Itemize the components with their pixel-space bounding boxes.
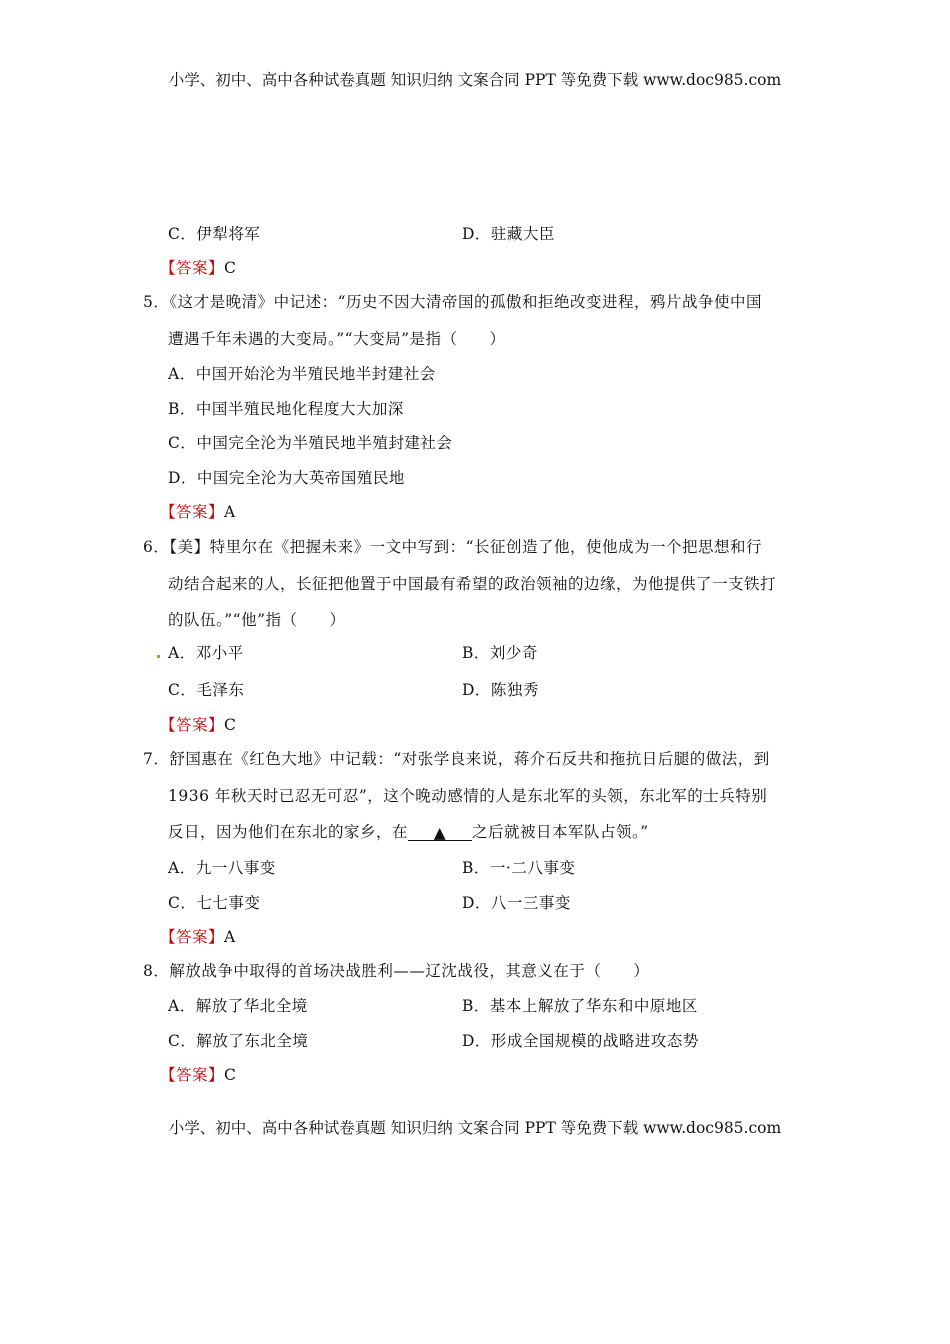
- q8-answer: [160, 1063, 236, 1085]
- q6-stem-line3: 的队伍。”“他”指（ ）: [168, 611, 346, 629]
- q5-option-c: C．中国完全沦为半殖民地半殖封建社会: [168, 434, 453, 452]
- answer-label: 【答案】: [160, 503, 225, 521]
- answer-value: A: [224, 928, 236, 946]
- page-footer: 小学、初中、高中各种试卷真题 知识归纳 文案合同 PPT 等免费下载 www.doc985.com: [168, 1119, 782, 1137]
- q6-answer: [160, 713, 236, 735]
- q6-option-c: C．毛泽东: [168, 681, 245, 699]
- q8-stem-line1: 8．解放战争中取得的首场决战胜利——辽沈战役，其意义在于（ ）: [143, 962, 650, 980]
- q5-stem-line2: 遭遇千年未遇的大变局。”“大变局”是指（ ）: [168, 330, 506, 348]
- q8-option-c: C．解放了东北全境: [168, 1032, 309, 1050]
- q7-line3-post: 之后就被日本军队占领。”: [472, 823, 649, 841]
- q7-option-c: C．七七事变: [168, 894, 261, 912]
- q5-stem-line1: 5．《这才是晚清》中记述：“历史不因大清帝国的孤傲和拒绝改变进程，鸦片战争使中国: [143, 293, 763, 311]
- q4-answer: [160, 256, 236, 278]
- answer-label: 【答案】: [160, 259, 225, 277]
- q5-option-d: D．中国完全沦为大英帝国殖民地: [168, 469, 405, 487]
- q7-stem-line3: [168, 820, 649, 842]
- q7-option-a: A．九一八事变: [168, 859, 276, 877]
- answer-label: 【答案】: [160, 1066, 225, 1084]
- answer-value: C: [224, 259, 237, 277]
- answer-value: C: [224, 716, 237, 734]
- answer-label: 【答案】: [160, 716, 225, 734]
- q4-option-d: D．驻藏大臣: [462, 225, 555, 243]
- q8-option-d: D．形成全国规模的战略进攻态势: [462, 1032, 699, 1050]
- q5-option-a: A．中国开始沦为半殖民地半封建社会: [168, 365, 436, 383]
- page-header: 小学、初中、高中各种试卷真题 知识归纳 文案合同 PPT 等免费下载 www.doc985.com: [168, 71, 782, 89]
- q6-option-a: A．邓小平: [168, 644, 244, 662]
- q6-stem-line1: 6．【美】特里尔在《把握未来》一文中写到：“长征创造了他，使他成为一个把思想和行: [143, 538, 763, 556]
- q7-stem-line2: 1936 年秋天时已忍无可忍”，这个晚动感情的人是东北军的头领，东北军的士兵特别: [168, 787, 768, 805]
- q6-option-d: D．陈独秀: [462, 681, 539, 699]
- q6-option-b: B．刘少奇: [462, 644, 538, 662]
- stray-dot-mark: [157, 655, 160, 658]
- q5-option-b: B．中国半殖民地化程度大大加深: [168, 400, 404, 418]
- q5-answer: [160, 500, 236, 522]
- q7-option-b: B．一·二八事变: [462, 859, 576, 877]
- answer-label: 【答案】: [160, 928, 225, 946]
- answer-value: C: [224, 1066, 237, 1084]
- q8-option-b: B．基本上解放了华东和中原地区: [462, 997, 698, 1015]
- fill-blank-triangle: ▲: [408, 826, 472, 841]
- q4-option-c: C．伊犁将军: [168, 225, 261, 243]
- answer-value: A: [224, 503, 236, 521]
- q7-line3-pre: 反日，因为他们在东北的家乡，在: [168, 823, 409, 841]
- q7-stem-line1: 7．舒国惠在《红色大地》中记载：“对张学良来说，蒋介石反共和拖抗日后腿的做法，到: [143, 750, 770, 768]
- q7-answer: [160, 925, 236, 947]
- q6-stem-line2: 动结合起来的人，长征把他置于中国最有希望的政治领袖的边缘，为他提供了一支铁打: [168, 575, 777, 593]
- q7-option-d: D．八一三事变: [462, 894, 571, 912]
- q8-option-a: A．解放了华北全境: [168, 997, 308, 1015]
